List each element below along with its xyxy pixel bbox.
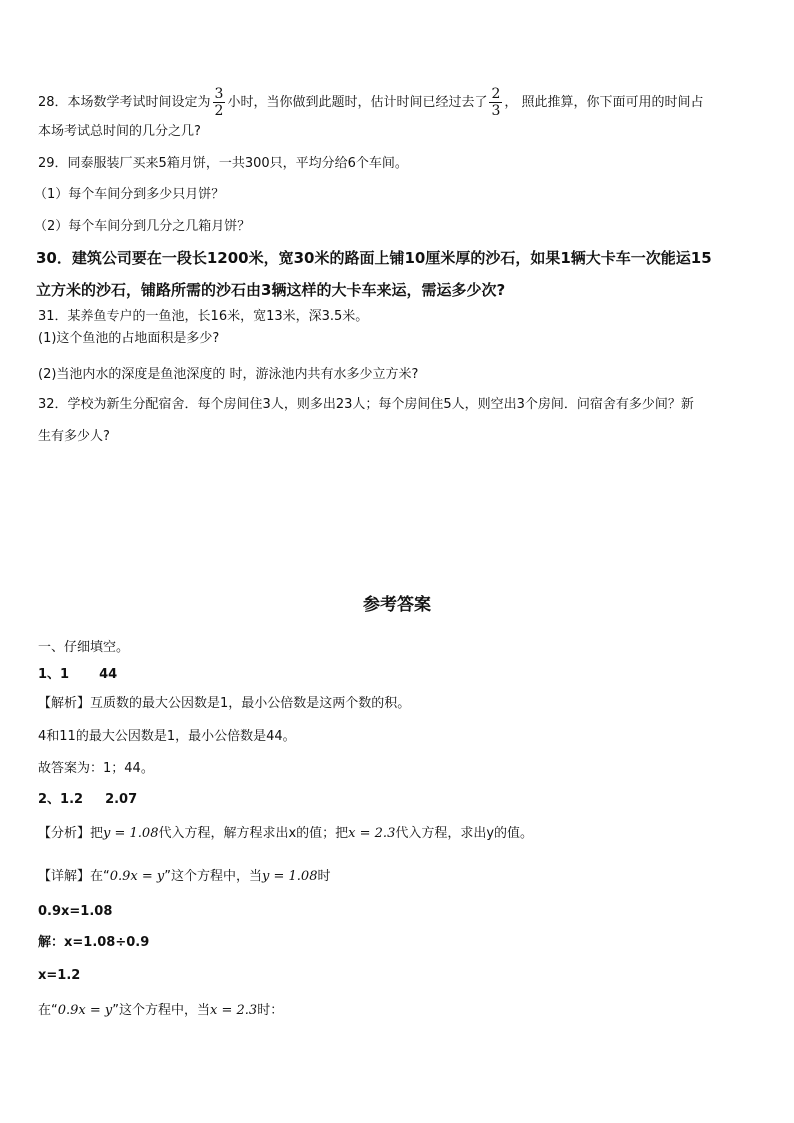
question-31-sub2: (2)当池内水的深度是鱼池深度的 时，游泳池内共有水多少立方米? bbox=[38, 367, 419, 382]
equation-main: 0.9x = y bbox=[109, 869, 165, 884]
question-31-stem: 31．某养鱼专户的一鱼池，长16米，宽13米，深3.5米。 bbox=[38, 309, 369, 324]
question-32-line2: 生有多少人? bbox=[38, 429, 110, 444]
answer-2-step1: 0.9x=1.08 bbox=[38, 904, 113, 919]
answer-1-line2: 4和11的最大公因数是1，最小公倍数是44。 bbox=[38, 729, 296, 744]
answer-2-header: 2、1.2 2.07 bbox=[38, 792, 138, 807]
answer-2-analysis: 【分析】把y = 1.08代入方程，解方程求出x的值；把x = 2.3代入方程，求出y的值。 bbox=[38, 826, 534, 841]
answer-1-line3: 故答案为：1；44。 bbox=[38, 761, 154, 776]
question-29-sub1: （1）每个车间分到多少只月饼？ bbox=[34, 187, 225, 202]
equation-main-2: 0.9x = y bbox=[57, 1003, 113, 1018]
question-29-sub2: （2）每个车间分到几分之几箱月饼？ bbox=[34, 219, 251, 234]
answers-title: 参考答案 bbox=[363, 595, 431, 615]
answer-1-analysis: 【解析】互质数的最大公因数是1，最小公倍数是这两个数的积。 bbox=[38, 696, 411, 711]
answers-section-1: 一、仔细填空。 bbox=[38, 640, 130, 655]
answer-2-step2: 解：x=1.08÷0.9 bbox=[38, 935, 150, 950]
question-28-line1 bbox=[38, 86, 704, 119]
q28-text-part3: ， 照此推算，你下面可用的时间占 bbox=[504, 95, 704, 110]
question-30-line2: 立方米的沙石，铺路所需的沙石由3辆这样的大卡车来运，需运多少次? bbox=[36, 281, 506, 299]
answer-2-detail: 【详解】在“0.9x = y”这个方程中，当y = 1.08时 bbox=[38, 869, 331, 884]
q28-text-part1: 28．本场数学考试时间设定为 bbox=[38, 95, 211, 110]
equation-y-detail: y = 1.08 bbox=[262, 869, 318, 884]
question-28-line2: 本场考试总时间的几分之几? bbox=[38, 124, 201, 139]
equation-x: x = 2.3 bbox=[348, 826, 396, 841]
question-29-stem: 29．同泰服装厂买来5箱月饼，一共300只，平均分给6个车间。 bbox=[38, 156, 408, 171]
answer-1-header: 1、1 44 bbox=[38, 667, 118, 682]
equation-x-2: x = 2.3 bbox=[210, 1003, 258, 1018]
question-32-line1: 32．学校为新生分配宿舍．每个房间住3人，则多出23人；每个房间住5人，则空出3个房间．问宿舍有多少间？新 bbox=[38, 397, 694, 412]
question-30-line1: 30．建筑公司要在一段长1200米，宽30米的路面上铺10厘米厚的沙石，如果1辆大卡车一次能运15 bbox=[36, 249, 712, 267]
q28-text-part2: 小时，当你做到此题时，估计时间已经过去了 bbox=[227, 95, 488, 110]
question-31-sub1: (1)这个鱼池的占地面积是多少? bbox=[38, 331, 220, 346]
fraction-two-thirds: $\frac{2}{3}$ bbox=[491, 86, 501, 119]
answer-2-step3: x=1.2 bbox=[38, 968, 81, 983]
fraction-three-halves: $\frac{3}{2}$ bbox=[214, 86, 224, 119]
answer-2-last: 在“0.9x = y”这个方程中，当x = 2.3时： bbox=[38, 1003, 284, 1018]
equation-y: y = 1.08 bbox=[103, 826, 159, 841]
